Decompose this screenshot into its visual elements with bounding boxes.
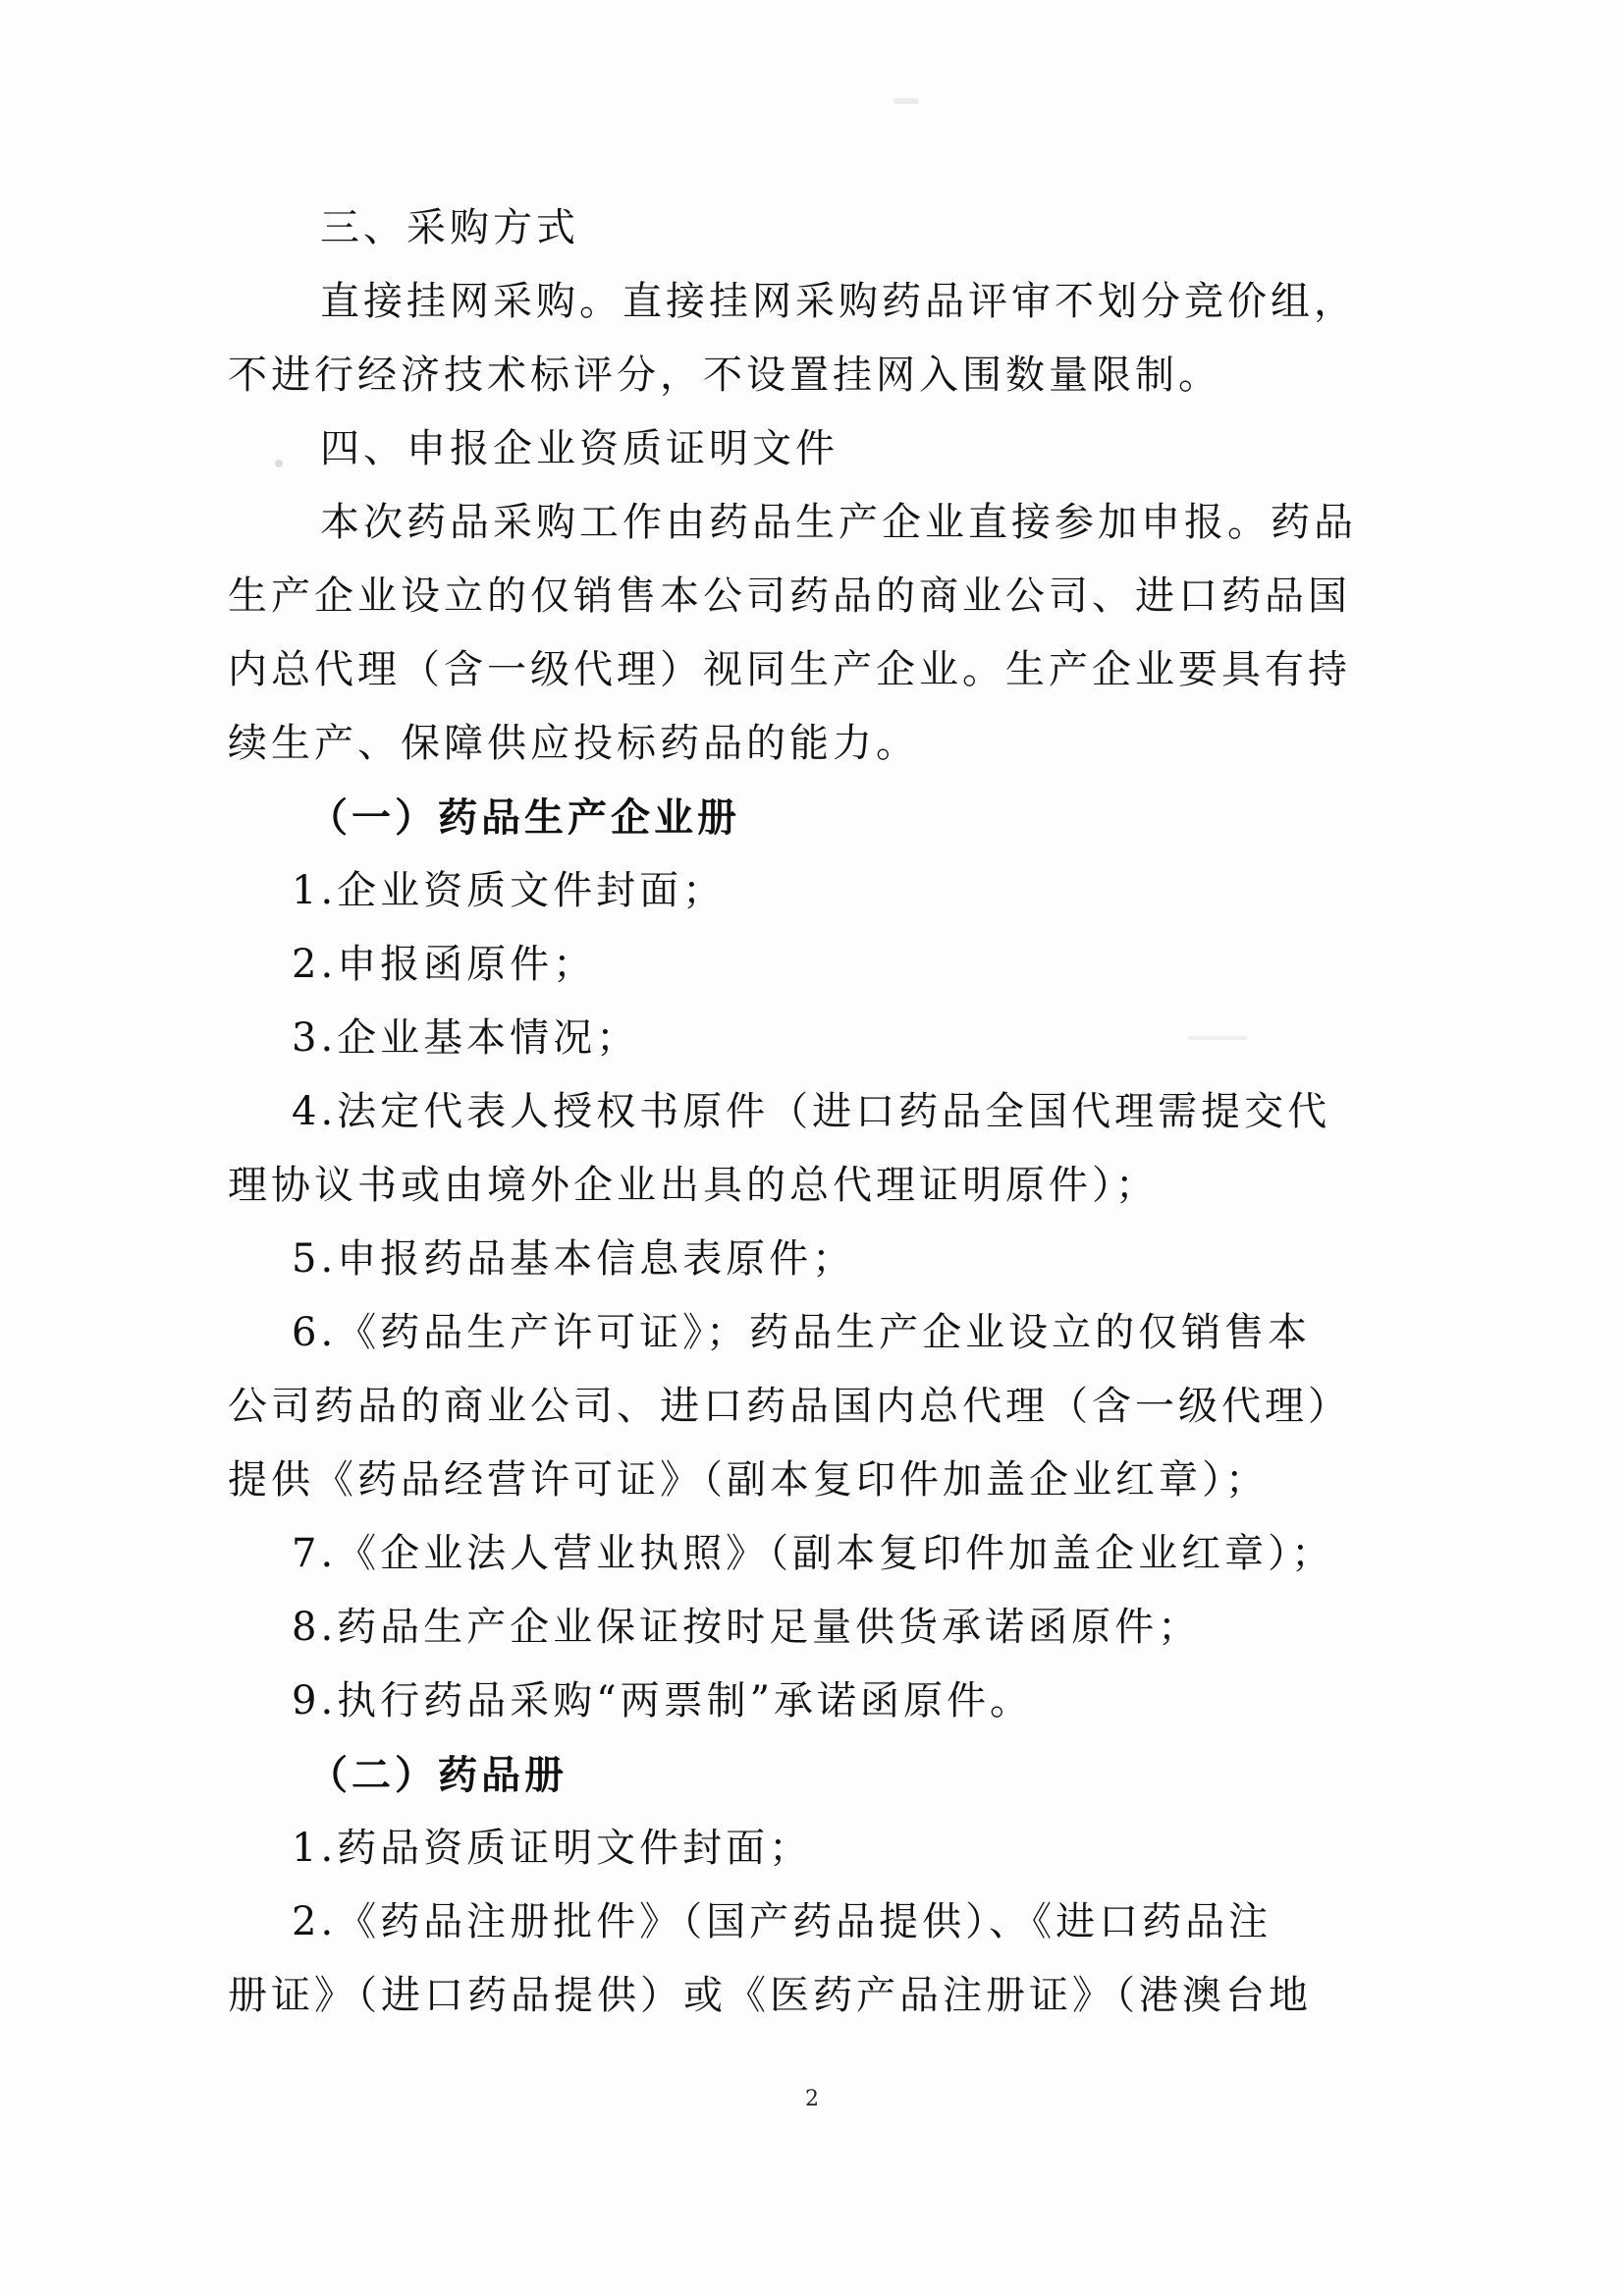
list-item: 8.药品生产企业保证按时足量供货承诺函原件； bbox=[292, 1605, 1202, 1650]
paragraph-line: 内总代理（含一级代理）视同生产企业。生产企业要具有持 bbox=[228, 647, 1351, 692]
list-item-continuation: 理协议书或由境外企业出具的总代理证明原件）； bbox=[228, 1163, 1159, 1208]
paragraph-line: 直接挂网采购。直接挂网采购药品评审不划分竞价组， bbox=[320, 279, 1357, 324]
section-heading-procurement-method: 三、采购方式 bbox=[320, 205, 579, 250]
list-item-continuation: 提供《药品经营许可证》（副本复印件加盖企业红章）； bbox=[228, 1457, 1269, 1503]
list-item: 5.申报药品基本信息表原件； bbox=[292, 1236, 856, 1282]
list-item: 1.企业资质文件封面； bbox=[292, 868, 727, 913]
paragraph-line: 不进行经济技术标评分，不设置挂网入围数量限制。 bbox=[228, 353, 1221, 398]
list-item: 2.申报函原件； bbox=[292, 942, 597, 987]
list-item: 9.执行药品采购“两票制”承诺函原件。 bbox=[292, 1678, 1034, 1723]
list-item-continuation: 公司药品的商业公司、进口药品国内总代理（含一级代理） bbox=[228, 1384, 1351, 1429]
list-item: 1.药品资质证明文件封面； bbox=[292, 1826, 813, 1871]
list-item: 2.《药品注册批件》（国产药品提供）、《进口药品注 bbox=[292, 1899, 1272, 1944]
page-number: 2 bbox=[805, 2087, 819, 2111]
list-item: 4.法定代表人授权书原件（进口药品全国代理需提交代 bbox=[292, 1089, 1331, 1134]
subsection-heading-drug-volume: （二）药品册 bbox=[308, 1752, 568, 1798]
list-item: 3.企业基本情况； bbox=[292, 1015, 640, 1061]
list-item-continuation: 册证》（进口药品提供）或《医药产品注册证》（港澳台地 bbox=[228, 1973, 1312, 2018]
section-heading-qualification-documents: 四、申报企业资质证明文件 bbox=[320, 426, 839, 471]
scan-speck bbox=[893, 98, 919, 104]
list-item: 6.《药品生产许可证》；药品生产企业设立的仅销售本 bbox=[292, 1310, 1312, 1355]
paragraph-line: 本次药品采购工作由药品生产企业直接参加申报。药品 bbox=[320, 500, 1357, 545]
paragraph-line: 生产企业设立的仅销售本公司药品的商业公司、进口药品国 bbox=[228, 574, 1351, 619]
subsection-heading-manufacturer-volume: （一）药品生产企业册 bbox=[308, 794, 740, 841]
document-body bbox=[228, 191, 1357, 2033]
list-item: 7.《企业法人营业执照》（副本复印件加盖企业红章）； bbox=[292, 1531, 1335, 1576]
paragraph-line: 续生产、保障供应投标药品的能力。 bbox=[228, 721, 919, 766]
